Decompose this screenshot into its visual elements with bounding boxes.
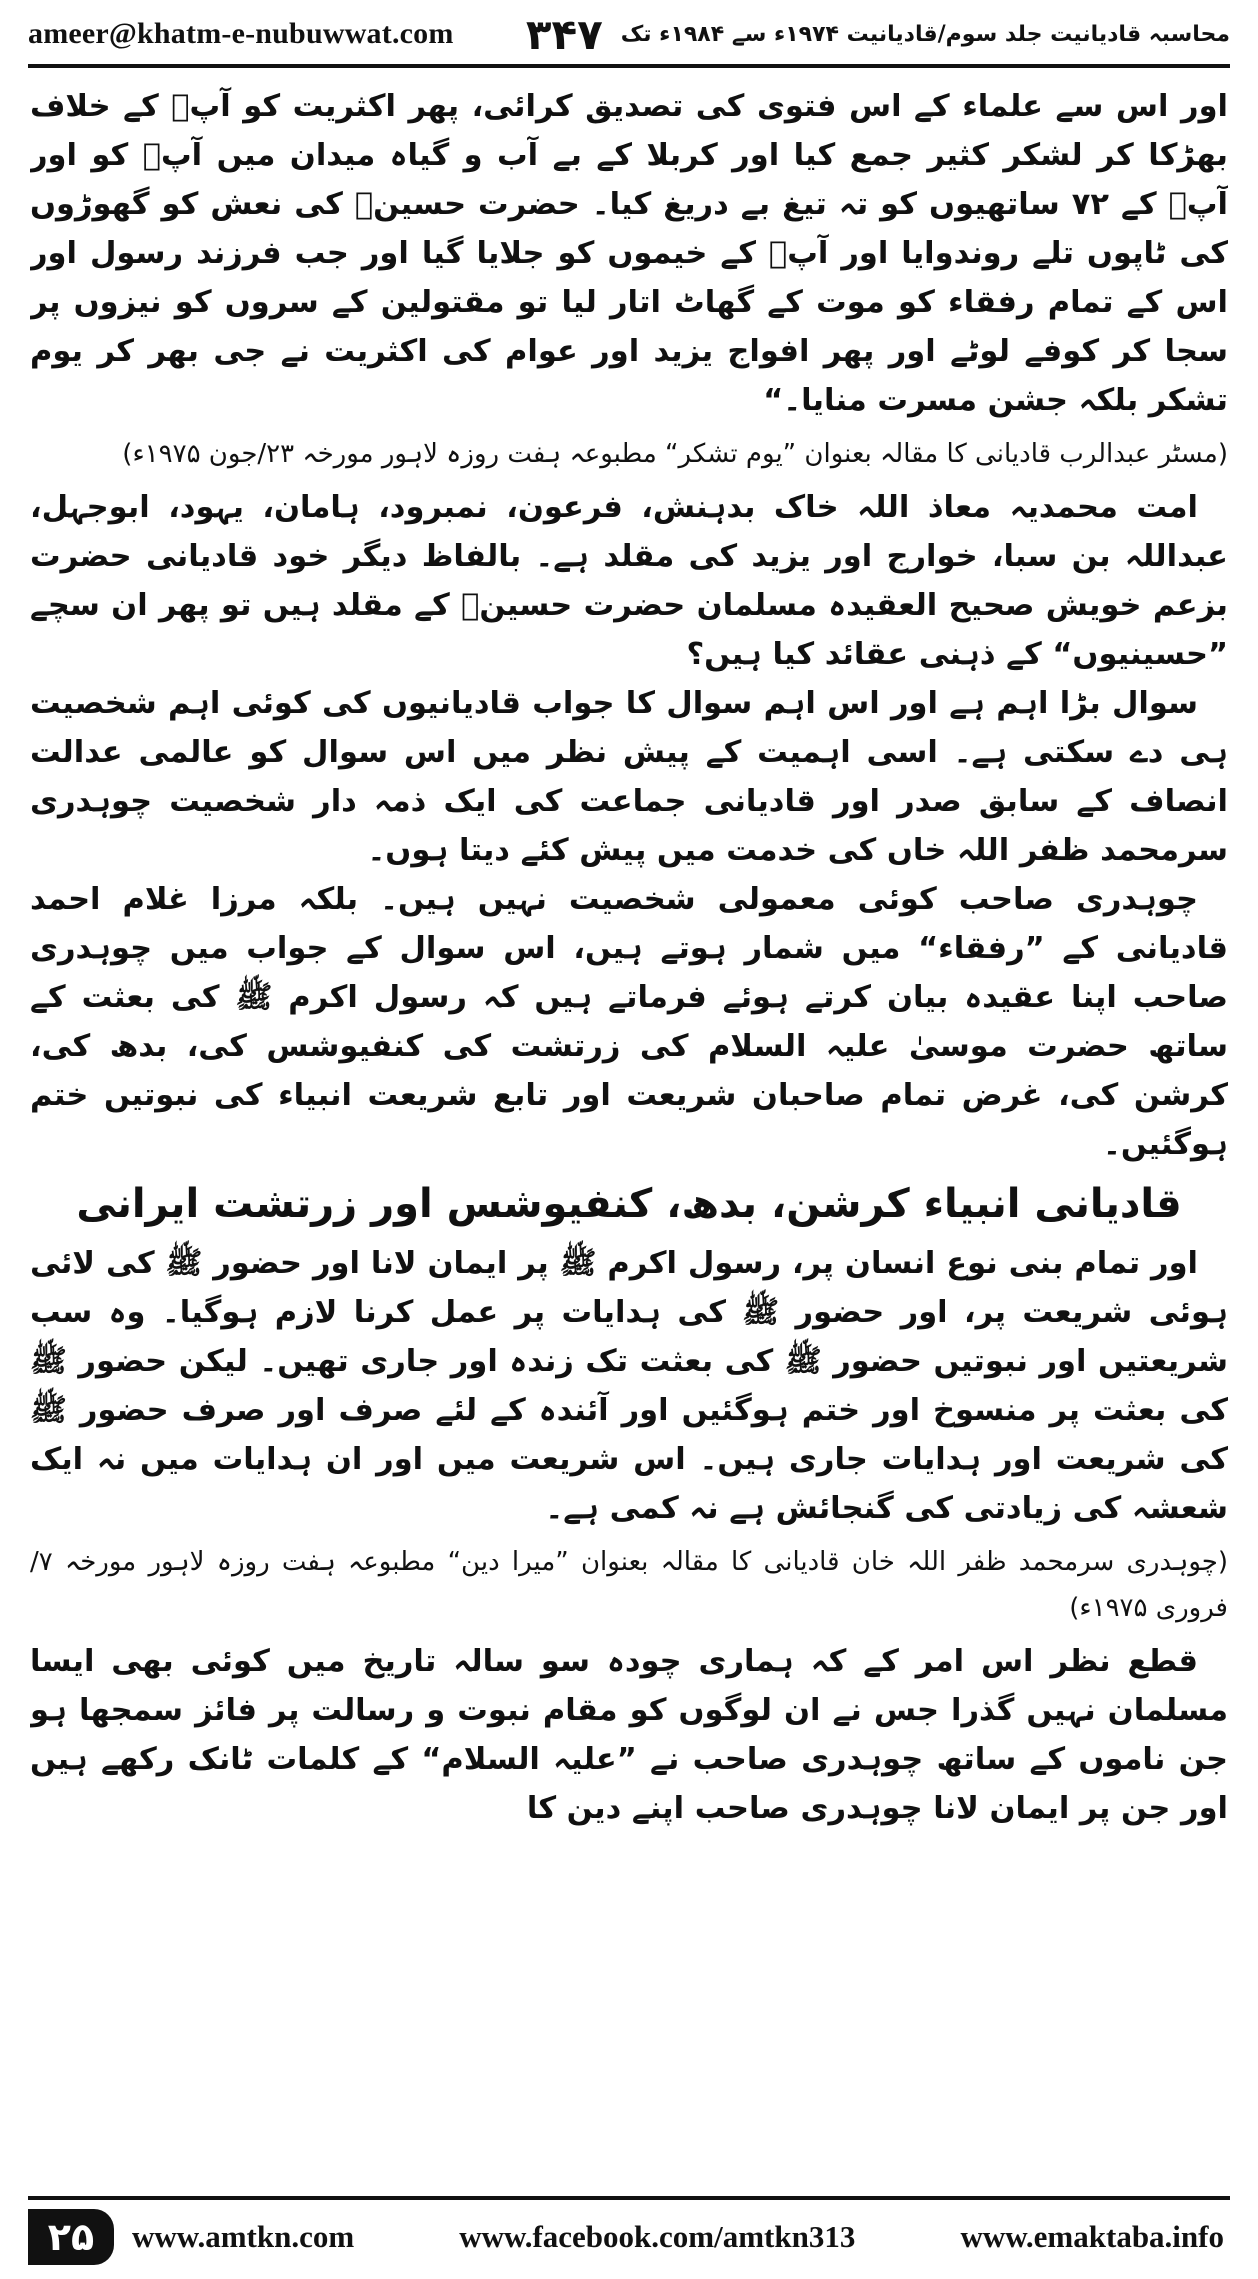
header-page-number: ۳۴۷ <box>525 9 603 59</box>
header-book-title: محاسبہ قادیانیت جلد سوم/قادیانیت ۱۹۷۴ء سے ۱۹۸۴ء تک <box>620 21 1230 47</box>
footer-link-facebook[interactable]: www.facebook.com/amtkn313 <box>459 2219 856 2254</box>
body-paragraph-6: قطع نظر اس امر کے کہ ہماری چودہ سو سالہ تاریخ میں کوئی بھی ایسا مسلمان نہیں گذرا جس نے ان لوگوں کو مقام نبوت و رسالت پر فائز سمجھا ہو جن ناموں کے ساتھ چوہدری صاحب نے ”علیہ السلام“ کے کلمات ٹانک رکھے ہیں اور جن پر ایمان لانا چوہدری صاحب اپنے دین کا <box>30 1644 1228 1826</box>
page-body <box>30 82 1228 2122</box>
reference-2: (چوہدری سرمحمد ظفر اللہ خان قادیانی کا مقالہ بعنوان ”میرا دین“ مطبوعہ ہفت روزہ لاہور مورخہ ۷/فروری ۱۹۷۵ء) <box>30 1547 1228 1623</box>
footer-link-amtkn[interactable]: www.amtkn.com <box>132 2219 355 2254</box>
body-paragraph-1: اور اس سے علماء کے اس فتوی کی تصدیق کرائی، پھر اکثریت کو آپؓ کے خلاف بھڑکا کر لشکر کثیر جمع کیا اور کربلا کے بے آب و گیاہ میدان میں آپؓ کو اور آپؓ کے ۷۲ ساتھیوں کو تہ تیغ بے دریغ کیا۔ حضرت حسینؓ کی نعش کو گھوڑوں کی ٹاپوں تلے روندوایا اور آپؓ کے خیموں کو جلایا گیا اور جب فرزند رسول اور اس کے تمام رفقاء کو موت کے گھاٹ اتار لیا تو مقتولین کے سروں کو نیزوں پر سجا کر کوفے لوٹے اور پھر افواج یزید اور عوام کی اکثریت نے جی بھر کر یوم تشکر بلکہ جشن مسرت منایا۔“ <box>30 89 1228 418</box>
header-title-group <box>526 10 1230 59</box>
body-paragraph-3: سوال بڑا اہم ہے اور اس اہم سوال کا جواب قادیانیوں کی کوئی اہم شخصیت ہی دے سکتی ہے۔ اسی اہمیت کے پیش نظر میں اس سوال کو عالمی عدالت انصاف کے سابق صدر اور قادیانی جماعت کی ایک ذمہ دار شخصیت چوہدری سرمحمد ظفر اللہ خاں کی خدمت میں پیش کئے دیتا ہوں۔ <box>30 686 1228 868</box>
body-paragraph-2: امت محمدیہ معاذ اللہ خاک بدہنش، فرعون، نمبرود، ہامان، یہود، ابوجہل، عبداللہ بن سبا، خوارج اور یزید کی مقلد ہے۔ بالفاظ دیگر خود قادیانی حضرت بزعم خویش صحیح العقیدہ مسلمان حضرت حسینؓ کے مقلد ہیں تو پھر ان سچے ”حسینیوں“ کے ذہنی عقائد کیا ہیں؟ <box>30 490 1228 672</box>
page-footer <box>28 2206 1230 2268</box>
reference-1: (مسٹر عبدالرب قادیانی کا مقالہ بعنوان ”یوم تشکر“ مطبوعہ ہفت روزہ لاہور مورخہ ۲۳/جون ۱۹۷۵ء) <box>122 439 1228 469</box>
page-header <box>28 6 1230 62</box>
footer-page-number: ۲۵ <box>28 2209 114 2265</box>
footer-divider <box>28 2196 1230 2200</box>
body-paragraph-5: اور تمام بنی نوع انسان پر، رسول اکرم ﷺ پر ایمان لانا اور حضور ﷺ کی لائی ہوئی شریعت پر، اور حضور ﷺ کی ہدایات پر عمل کرنا لازم ہوگیا۔ وہ سب شریعتیں اور نبوتیں حضور ﷺ کی بعثت تک زندہ اور جاری تھیں۔ لیکن حضور ﷺ کی بعثت پر منسوخ اور ختم ہوگئیں اور آئندہ کے لئے صرف اور صرف حضور ﷺ کی شریعت اور ہدایات جاری ہیں۔ اس شریعت میں اور ان ہدایات میں نہ ایک شعشہ کی زیادتی کی گنجائش ہے نہ کمی ہے۔ <box>30 1246 1228 1526</box>
section-subheading: قادیانی انبیاء کرشن، بدھ، کنفیوشس اور زرتشت ایرانی <box>76 1181 1182 1227</box>
header-divider <box>28 64 1230 68</box>
footer-link-emaktaba[interactable]: www.emaktaba.info <box>960 2219 1224 2254</box>
body-paragraph-4: چوہدری صاحب کوئی معمولی شخصیت نہیں ہیں۔ بلکہ مرزا غلام احمد قادیانی کے ”رفقاء“ میں شمار ہوتے ہیں، اس سوال کے جواب میں چوہدری صاحب اپنا عقیدہ بیان کرتے ہوئے فرماتے ہیں کہ رسول اکرم ﷺ کی بعثت کے ساتھ حضرت موسیٰ علیہ السلام کی زرتشت کی کنفیوشس کی، بدھ کی، کرشن کی، غرض تمام صاحبان شریعت اور تابع شریعت انبیاء کی نبوتیں ختم ہوگئیں۔ <box>30 882 1228 1162</box>
footer-links <box>114 2219 1230 2255</box>
header-email[interactable]: ameer@khatm-e-nubuwwat.com <box>28 17 454 50</box>
